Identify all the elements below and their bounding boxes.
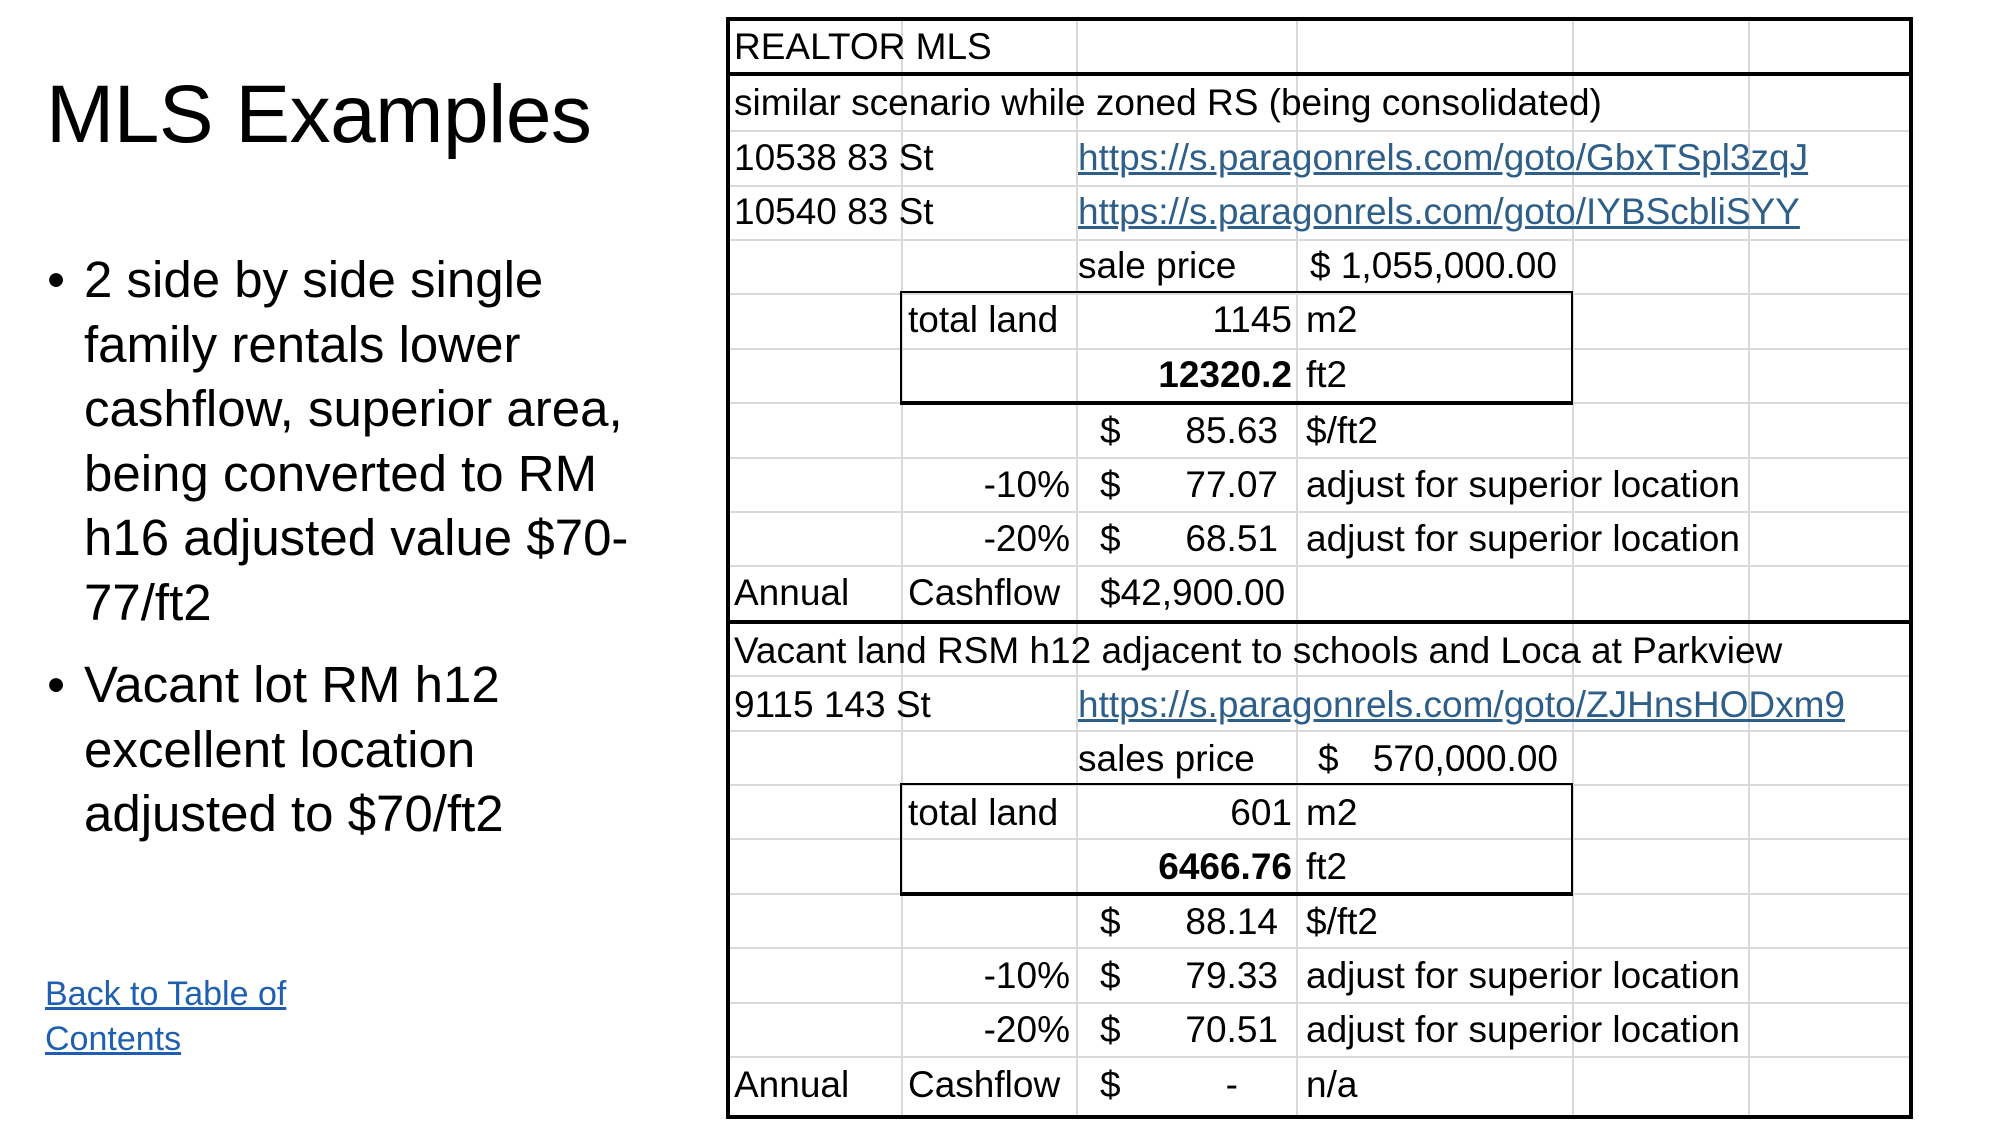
bullet-dot: • — [47, 656, 65, 713]
dollar-sign: $ — [1100, 464, 1121, 505]
land-ft2-value: 6466.76 — [1158, 846, 1292, 887]
dollar-sign: $ — [1100, 955, 1121, 996]
adjustment-value: 77.07 — [1185, 464, 1278, 505]
adjustment-value: 68.51 — [1185, 518, 1278, 559]
adjustment-note: adjust for superior location — [1306, 464, 1740, 505]
annual-label: Annual — [734, 572, 850, 613]
dollar-sign: $ — [1100, 1009, 1121, 1050]
sheet-header: REALTOR MLS — [734, 26, 992, 67]
unit-label: m2 — [1306, 299, 1358, 340]
dollar-sign: $ — [1318, 738, 1339, 779]
toc-link-line[interactable]: Back to Table of — [45, 975, 287, 1013]
adjustment-note: adjust for superior location — [1306, 518, 1740, 559]
sale-price-value: 570,000.00 — [1372, 738, 1558, 779]
price-per-ft2-value: 85.63 — [1185, 410, 1278, 451]
dollar-sign: $ — [1100, 410, 1121, 451]
cashflow-label: Cashflow — [908, 572, 1061, 613]
sale-price-label: sales price — [1078, 738, 1255, 779]
adjustment-pct: -10% — [983, 955, 1070, 996]
adjustment-value: 79.33 — [1185, 955, 1278, 996]
bullet-item — [46, 248, 666, 635]
bullet-list — [46, 248, 666, 865]
listing-link[interactable]: https://s.paragonrels.com/goto/ZJHnsHODxm9 — [1078, 684, 1846, 725]
slide-title: MLS Examples — [46, 69, 592, 160]
section-description: Vacant land RSM h12 adjacent to schools and Loca at Parkview — [734, 630, 1783, 671]
sale-price-value: $ 1,055,000.00 — [1310, 245, 1557, 286]
adjustment-pct: -10% — [983, 464, 1070, 505]
unit-label: m2 — [1306, 792, 1358, 833]
price-per-ft2-value: 88.14 — [1185, 901, 1278, 942]
total-land-label: total land — [908, 299, 1059, 340]
adjustment-note: adjust for superior location — [1306, 1009, 1740, 1050]
spreadsheet — [726, 17, 1913, 1119]
adjustment-note: adjust for superior location — [1306, 955, 1740, 996]
dollar-sign: $ — [1100, 901, 1121, 942]
cashflow-value: $42,900.00 — [1100, 572, 1286, 613]
unit-label: ft2 — [1306, 846, 1348, 887]
dollar-sign: $ — [1100, 518, 1121, 559]
bullet-dot: • — [47, 251, 65, 308]
annual-label: Annual — [734, 1064, 850, 1105]
listing-address: 10540 83 St — [734, 191, 934, 232]
land-ft2-value: 12320.2 — [1158, 354, 1292, 395]
back-to-toc-link[interactable] — [45, 972, 286, 1062]
toc-link-line[interactable]: Contents — [45, 1020, 182, 1058]
total-land-label: total land — [908, 792, 1059, 833]
land-m2-value: 1145 — [1212, 299, 1292, 340]
adjustment-pct: -20% — [983, 1009, 1070, 1050]
sale-price-label: sale price — [1078, 245, 1237, 286]
adjustment-value: 70.51 — [1185, 1009, 1278, 1050]
unit-label: $/ft2 — [1306, 410, 1378, 451]
bullet-text: 2 side by side single family rentals lower cashflow, superior area, being converted to RM h16 adjusted value $70-77/ft2 — [84, 251, 629, 631]
cashflow-label: Cashflow — [908, 1064, 1061, 1105]
bullet-item — [46, 653, 666, 847]
cashflow-value: - — [1225, 1064, 1238, 1105]
section-description: similar scenario while zoned RS (being consolidated) — [734, 82, 1602, 123]
adjustment-pct: -20% — [983, 518, 1070, 559]
cashflow-note: n/a — [1306, 1064, 1358, 1105]
land-m2-value: 601 — [1230, 792, 1292, 833]
listing-address: 9115 143 St — [734, 684, 931, 725]
listing-link[interactable]: https://s.paragonrels.com/goto/IYBScbliSYY — [1078, 191, 1800, 232]
unit-label: $/ft2 — [1306, 901, 1378, 942]
bullet-text: Vacant lot RM h12 excellent location adjusted to $70/ft2 — [84, 656, 504, 842]
dollar-sign: $ — [1100, 1064, 1121, 1105]
listing-link[interactable]: https://s.paragonrels.com/goto/GbxTSpl3zqJ — [1078, 137, 1809, 178]
listing-address: 10538 83 St — [734, 137, 934, 178]
unit-label: ft2 — [1306, 354, 1348, 395]
